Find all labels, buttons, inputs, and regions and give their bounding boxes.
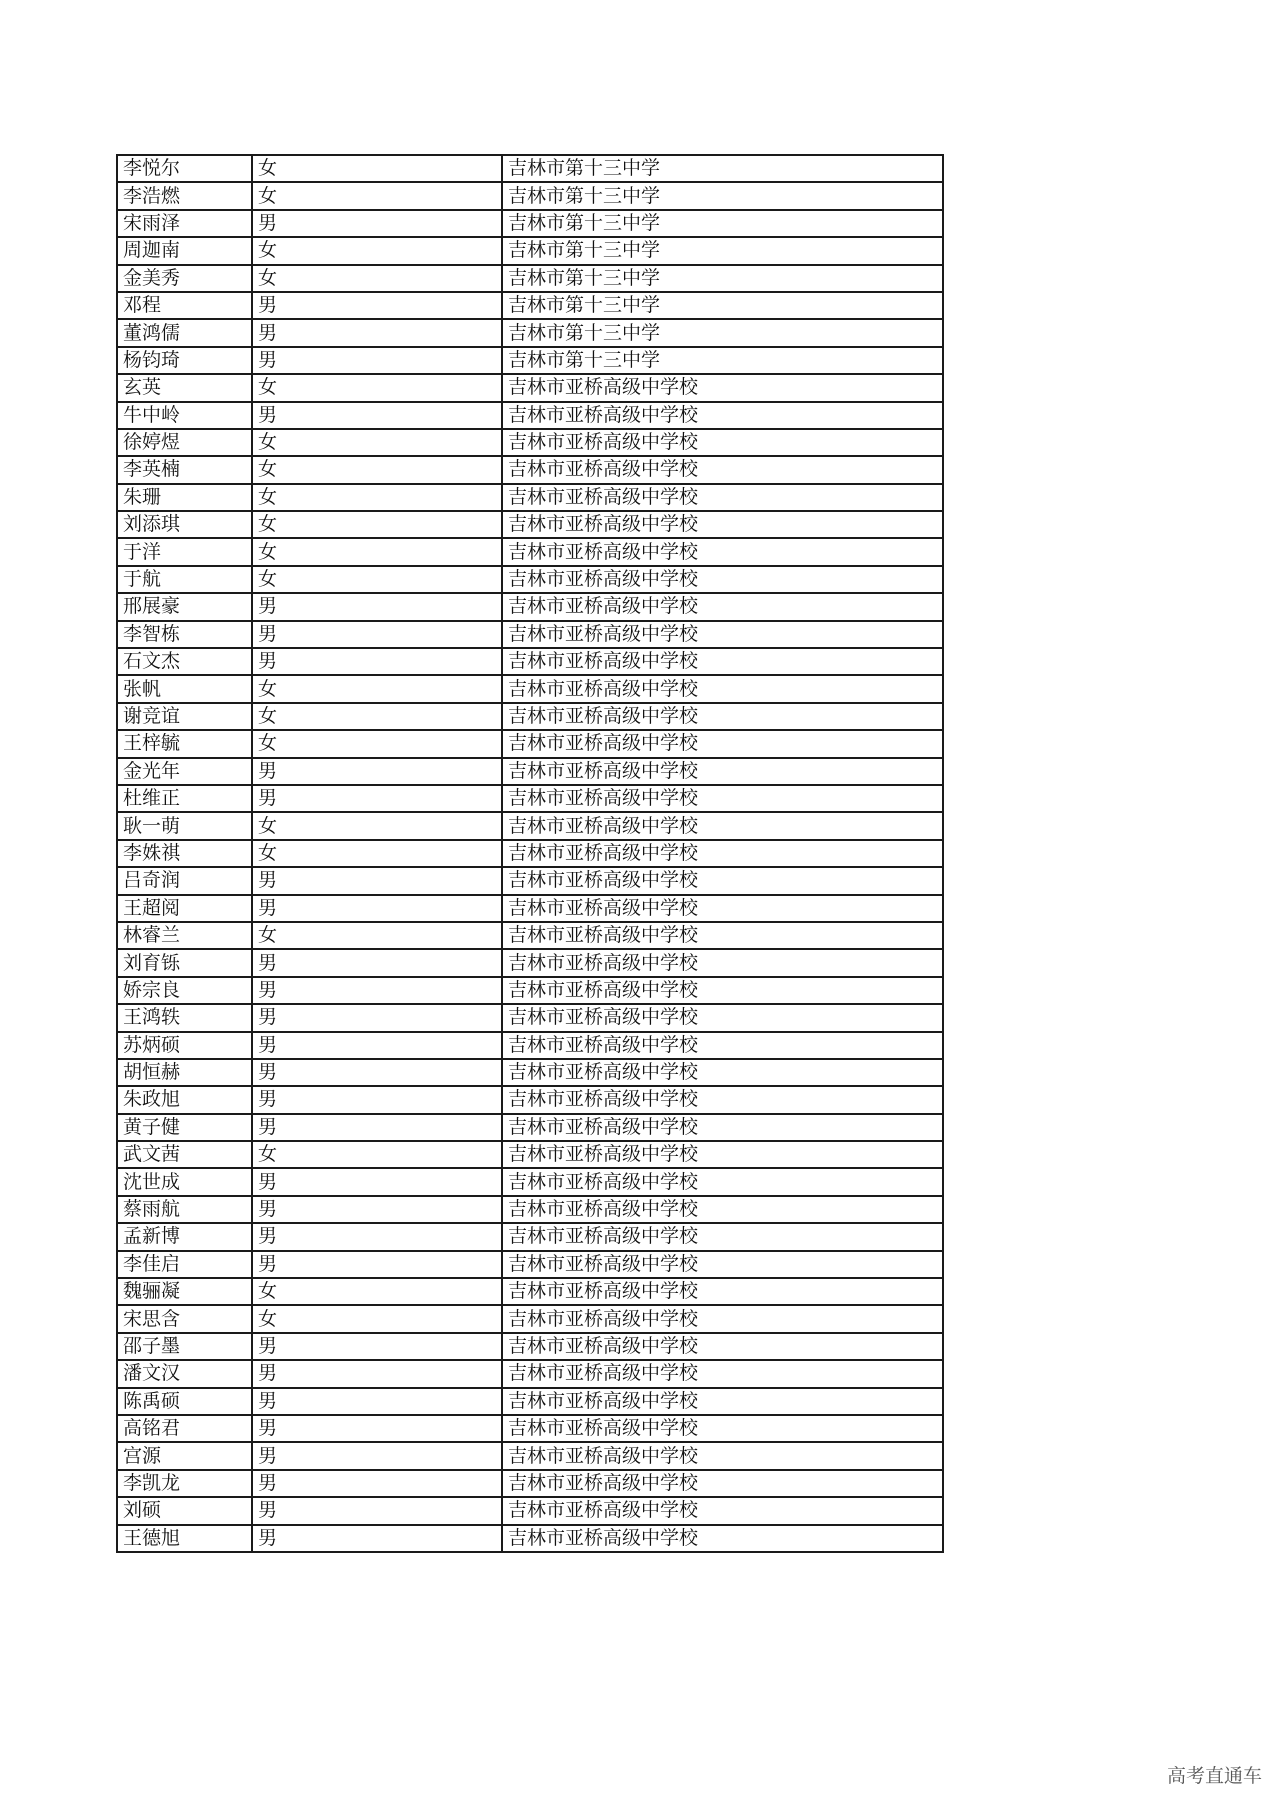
school-cell: 吉林市亚桥高级中学校 bbox=[502, 429, 943, 456]
school-cell: 吉林市亚桥高级中学校 bbox=[502, 895, 943, 922]
table-row bbox=[117, 210, 943, 237]
gender-cell: 女 bbox=[252, 675, 502, 702]
school-cell: 吉林市亚桥高级中学校 bbox=[502, 758, 943, 785]
gender-cell: 男 bbox=[252, 1388, 502, 1415]
student-name-cell: 沈世成 bbox=[117, 1168, 252, 1195]
student-name-cell: 黄子健 bbox=[117, 1114, 252, 1141]
gender-cell: 男 bbox=[252, 895, 502, 922]
student-name-cell: 王德旭 bbox=[117, 1525, 252, 1552]
school-cell: 吉林市亚桥高级中学校 bbox=[502, 566, 943, 593]
table-row bbox=[117, 1497, 943, 1524]
school-cell: 吉林市亚桥高级中学校 bbox=[502, 675, 943, 702]
school-cell: 吉林市亚桥高级中学校 bbox=[502, 456, 943, 483]
school-cell: 吉林市亚桥高级中学校 bbox=[502, 977, 943, 1004]
student-name-cell: 于航 bbox=[117, 566, 252, 593]
student-name-cell: 于洋 bbox=[117, 538, 252, 565]
gender-cell: 女 bbox=[252, 374, 502, 401]
gender-cell: 男 bbox=[252, 621, 502, 648]
table-row bbox=[117, 675, 943, 702]
student-name-cell: 徐婷煜 bbox=[117, 429, 252, 456]
school-cell: 吉林市亚桥高级中学校 bbox=[502, 1004, 943, 1031]
gender-cell: 女 bbox=[252, 155, 502, 182]
table-row bbox=[117, 1032, 943, 1059]
gender-cell: 男 bbox=[252, 1333, 502, 1360]
gender-cell: 男 bbox=[252, 1251, 502, 1278]
school-cell: 吉林市亚桥高级中学校 bbox=[502, 922, 943, 949]
table-row bbox=[117, 265, 943, 292]
student-name-cell: 王梓毓 bbox=[117, 730, 252, 757]
table-row bbox=[117, 319, 943, 346]
table-row bbox=[117, 484, 943, 511]
student-name-cell: 王鸿轶 bbox=[117, 1004, 252, 1031]
table-row bbox=[117, 1415, 943, 1442]
table-row bbox=[117, 1470, 943, 1497]
gender-cell: 男 bbox=[252, 1196, 502, 1223]
student-name-cell: 邵子墨 bbox=[117, 1333, 252, 1360]
table-row bbox=[117, 511, 943, 538]
table-row bbox=[117, 1004, 943, 1031]
school-cell: 吉林市亚桥高级中学校 bbox=[502, 538, 943, 565]
table-row bbox=[117, 237, 943, 264]
gender-cell: 女 bbox=[252, 703, 502, 730]
gender-cell: 男 bbox=[252, 1525, 502, 1552]
table-row bbox=[117, 977, 943, 1004]
table-row bbox=[117, 730, 943, 757]
student-name-cell: 魏骊凝 bbox=[117, 1278, 252, 1305]
gender-cell: 男 bbox=[252, 1032, 502, 1059]
student-name-cell: 李姝祺 bbox=[117, 840, 252, 867]
gender-cell: 女 bbox=[252, 1278, 502, 1305]
student-name-cell: 武文茜 bbox=[117, 1141, 252, 1168]
school-cell: 吉林市亚桥高级中学校 bbox=[502, 1059, 943, 1086]
table-row bbox=[117, 648, 943, 675]
gender-cell: 女 bbox=[252, 1141, 502, 1168]
school-cell: 吉林市亚桥高级中学校 bbox=[502, 1251, 943, 1278]
school-cell: 吉林市亚桥高级中学校 bbox=[502, 484, 943, 511]
student-name-cell: 董鸿儒 bbox=[117, 319, 252, 346]
table-row bbox=[117, 840, 943, 867]
table-row bbox=[117, 1442, 943, 1469]
gender-cell: 男 bbox=[252, 867, 502, 894]
gender-cell: 女 bbox=[252, 840, 502, 867]
school-cell: 吉林市亚桥高级中学校 bbox=[502, 1305, 943, 1332]
table-row bbox=[117, 1251, 943, 1278]
school-cell: 吉林市亚桥高级中学校 bbox=[502, 703, 943, 730]
gender-cell: 男 bbox=[252, 402, 502, 429]
student-name-cell: 邓程 bbox=[117, 292, 252, 319]
school-cell: 吉林市亚桥高级中学校 bbox=[502, 621, 943, 648]
student-name-cell: 石文杰 bbox=[117, 648, 252, 675]
school-cell: 吉林市第十三中学 bbox=[502, 155, 943, 182]
school-cell: 吉林市亚桥高级中学校 bbox=[502, 648, 943, 675]
table-row bbox=[117, 182, 943, 209]
student-name-cell: 高铭君 bbox=[117, 1415, 252, 1442]
student-name-cell: 李英楠 bbox=[117, 456, 252, 483]
student-name-cell: 苏炳硕 bbox=[117, 1032, 252, 1059]
table-row bbox=[117, 538, 943, 565]
student-name-cell: 潘文汉 bbox=[117, 1360, 252, 1387]
school-cell: 吉林市第十三中学 bbox=[502, 265, 943, 292]
student-name-cell: 宫源 bbox=[117, 1442, 252, 1469]
gender-cell: 男 bbox=[252, 1004, 502, 1031]
student-name-cell: 刘育铄 bbox=[117, 949, 252, 976]
gender-cell: 男 bbox=[252, 347, 502, 374]
table-row bbox=[117, 1360, 943, 1387]
student-name-cell: 李智栋 bbox=[117, 621, 252, 648]
gender-cell: 女 bbox=[252, 511, 502, 538]
gender-cell: 女 bbox=[252, 730, 502, 757]
table-row bbox=[117, 1086, 943, 1113]
gender-cell: 男 bbox=[252, 593, 502, 620]
school-cell: 吉林市亚桥高级中学校 bbox=[502, 730, 943, 757]
student-name-cell: 邢展豪 bbox=[117, 593, 252, 620]
student-name-cell: 朱珊 bbox=[117, 484, 252, 511]
student-name-cell: 胡恒赫 bbox=[117, 1059, 252, 1086]
school-cell: 吉林市亚桥高级中学校 bbox=[502, 511, 943, 538]
gender-cell: 女 bbox=[252, 429, 502, 456]
school-cell: 吉林市亚桥高级中学校 bbox=[502, 402, 943, 429]
gender-cell: 男 bbox=[252, 1223, 502, 1250]
gender-cell: 男 bbox=[252, 1442, 502, 1469]
table-row bbox=[117, 1141, 943, 1168]
student-name-cell: 宋雨泽 bbox=[117, 210, 252, 237]
gender-cell: 男 bbox=[252, 210, 502, 237]
school-cell: 吉林市亚桥高级中学校 bbox=[502, 1114, 943, 1141]
table-row bbox=[117, 621, 943, 648]
school-cell: 吉林市亚桥高级中学校 bbox=[502, 1168, 943, 1195]
gender-cell: 女 bbox=[252, 182, 502, 209]
table-row bbox=[117, 1388, 943, 1415]
student-name-cell: 宋思含 bbox=[117, 1305, 252, 1332]
gender-cell: 男 bbox=[252, 1415, 502, 1442]
school-cell: 吉林市亚桥高级中学校 bbox=[502, 840, 943, 867]
gender-cell: 男 bbox=[252, 1168, 502, 1195]
table-row bbox=[117, 1305, 943, 1332]
gender-cell: 男 bbox=[252, 1497, 502, 1524]
student-name-cell: 杨钧琦 bbox=[117, 347, 252, 374]
student-name-cell: 李佳启 bbox=[117, 1251, 252, 1278]
school-cell: 吉林市亚桥高级中学校 bbox=[502, 785, 943, 812]
student-name-cell: 刘硕 bbox=[117, 1497, 252, 1524]
school-cell: 吉林市亚桥高级中学校 bbox=[502, 867, 943, 894]
student-name-cell: 吕奇润 bbox=[117, 867, 252, 894]
student-name-cell: 娇宗良 bbox=[117, 977, 252, 1004]
gender-cell: 女 bbox=[252, 812, 502, 839]
student-name-cell: 牛中岭 bbox=[117, 402, 252, 429]
student-name-cell: 林睿兰 bbox=[117, 922, 252, 949]
table-row bbox=[117, 566, 943, 593]
school-cell: 吉林市第十三中学 bbox=[502, 319, 943, 346]
table-row bbox=[117, 758, 943, 785]
school-cell: 吉林市亚桥高级中学校 bbox=[502, 1196, 943, 1223]
table-row bbox=[117, 1278, 943, 1305]
student-name-cell: 刘添琪 bbox=[117, 511, 252, 538]
table-row bbox=[117, 1196, 943, 1223]
table-row bbox=[117, 1168, 943, 1195]
student-name-cell: 陈禹硕 bbox=[117, 1388, 252, 1415]
table-row bbox=[117, 347, 943, 374]
school-cell: 吉林市亚桥高级中学校 bbox=[502, 1223, 943, 1250]
school-cell: 吉林市亚桥高级中学校 bbox=[502, 1141, 943, 1168]
gender-cell: 女 bbox=[252, 484, 502, 511]
school-cell: 吉林市亚桥高级中学校 bbox=[502, 1278, 943, 1305]
student-roster-table bbox=[116, 154, 944, 1553]
school-cell: 吉林市亚桥高级中学校 bbox=[502, 1360, 943, 1387]
table-row bbox=[117, 1059, 943, 1086]
student-name-cell: 朱政旭 bbox=[117, 1086, 252, 1113]
school-cell: 吉林市亚桥高级中学校 bbox=[502, 812, 943, 839]
gender-cell: 女 bbox=[252, 922, 502, 949]
school-cell: 吉林市亚桥高级中学校 bbox=[502, 1497, 943, 1524]
school-cell: 吉林市亚桥高级中学校 bbox=[502, 1032, 943, 1059]
gender-cell: 男 bbox=[252, 758, 502, 785]
school-cell: 吉林市第十三中学 bbox=[502, 237, 943, 264]
student-name-cell: 耿一萌 bbox=[117, 812, 252, 839]
gender-cell: 男 bbox=[252, 785, 502, 812]
student-name-cell: 周迦南 bbox=[117, 237, 252, 264]
table-row bbox=[117, 1114, 943, 1141]
table-row bbox=[117, 292, 943, 319]
table-row bbox=[117, 895, 943, 922]
gender-cell: 女 bbox=[252, 265, 502, 292]
roster-body bbox=[117, 155, 943, 1552]
student-name-cell: 金美秀 bbox=[117, 265, 252, 292]
gender-cell: 男 bbox=[252, 292, 502, 319]
school-cell: 吉林市第十三中学 bbox=[502, 210, 943, 237]
table-row bbox=[117, 429, 943, 456]
school-cell: 吉林市亚桥高级中学校 bbox=[502, 1333, 943, 1360]
student-name-cell: 孟新博 bbox=[117, 1223, 252, 1250]
gender-cell: 男 bbox=[252, 1470, 502, 1497]
gender-cell: 男 bbox=[252, 319, 502, 346]
table-row bbox=[117, 1333, 943, 1360]
gender-cell: 女 bbox=[252, 1305, 502, 1332]
table-row bbox=[117, 1223, 943, 1250]
table-row bbox=[117, 703, 943, 730]
school-cell: 吉林市亚桥高级中学校 bbox=[502, 949, 943, 976]
school-cell: 吉林市亚桥高级中学校 bbox=[502, 593, 943, 620]
school-cell: 吉林市第十三中学 bbox=[502, 347, 943, 374]
student-name-cell: 李悦尔 bbox=[117, 155, 252, 182]
student-name-cell: 李浩燃 bbox=[117, 182, 252, 209]
student-name-cell: 蔡雨航 bbox=[117, 1196, 252, 1223]
table-row bbox=[117, 155, 943, 182]
school-cell: 吉林市亚桥高级中学校 bbox=[502, 1525, 943, 1552]
school-cell: 吉林市亚桥高级中学校 bbox=[502, 1442, 943, 1469]
watermark: 高考直通车 bbox=[1166, 1765, 1262, 1787]
table-row bbox=[117, 867, 943, 894]
table-row bbox=[117, 593, 943, 620]
table-row bbox=[117, 1525, 943, 1552]
school-cell: 吉林市亚桥高级中学校 bbox=[502, 1415, 943, 1442]
student-name-cell: 谢竞谊 bbox=[117, 703, 252, 730]
gender-cell: 女 bbox=[252, 237, 502, 264]
table-row bbox=[117, 922, 943, 949]
table-row bbox=[117, 812, 943, 839]
school-cell: 吉林市第十三中学 bbox=[502, 292, 943, 319]
gender-cell: 男 bbox=[252, 1360, 502, 1387]
school-cell: 吉林市亚桥高级中学校 bbox=[502, 1086, 943, 1113]
table-row bbox=[117, 785, 943, 812]
school-cell: 吉林市亚桥高级中学校 bbox=[502, 374, 943, 401]
gender-cell: 女 bbox=[252, 566, 502, 593]
gender-cell: 男 bbox=[252, 1114, 502, 1141]
student-name-cell: 李凯龙 bbox=[117, 1470, 252, 1497]
student-name-cell: 杜维正 bbox=[117, 785, 252, 812]
student-name-cell: 张帆 bbox=[117, 675, 252, 702]
school-cell: 吉林市亚桥高级中学校 bbox=[502, 1388, 943, 1415]
gender-cell: 男 bbox=[252, 1059, 502, 1086]
table-row bbox=[117, 456, 943, 483]
gender-cell: 男 bbox=[252, 648, 502, 675]
gender-cell: 男 bbox=[252, 949, 502, 976]
gender-cell: 男 bbox=[252, 977, 502, 1004]
gender-cell: 女 bbox=[252, 456, 502, 483]
table-row bbox=[117, 402, 943, 429]
student-name-cell: 玄英 bbox=[117, 374, 252, 401]
school-cell: 吉林市第十三中学 bbox=[502, 182, 943, 209]
table-row bbox=[117, 949, 943, 976]
gender-cell: 女 bbox=[252, 538, 502, 565]
table-row bbox=[117, 374, 943, 401]
school-cell: 吉林市亚桥高级中学校 bbox=[502, 1470, 943, 1497]
student-name-cell: 王超阅 bbox=[117, 895, 252, 922]
gender-cell: 男 bbox=[252, 1086, 502, 1113]
student-name-cell: 金光年 bbox=[117, 758, 252, 785]
